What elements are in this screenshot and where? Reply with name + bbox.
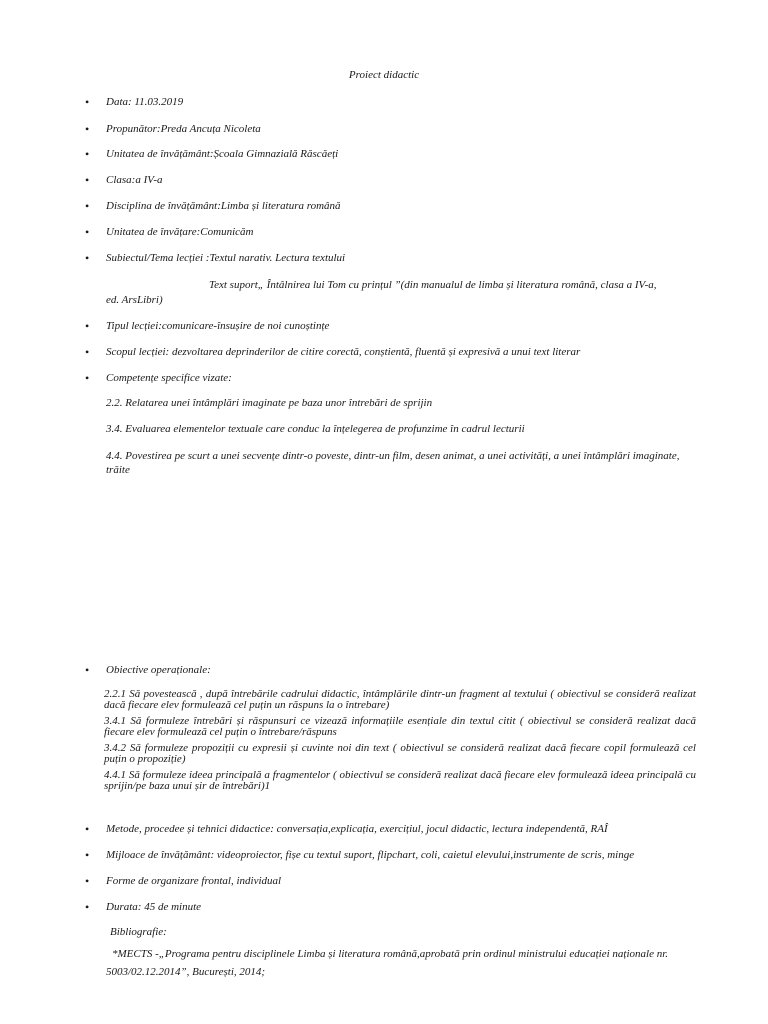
field-data: • Data: 11.03.2019 <box>106 96 183 109</box>
obiectiv-item: 2.2.1 Să povestească , după întrebările cadrului didactic, întâmplările dintr-un fragment al textului ( obiectivul se consideră realizat dacă fiecare elev formulează cel puțin un răspuns la o întrebare) <box>104 688 696 711</box>
competenta-item: 3.4. Evaluarea elementelor textuale care conduc la înțelegerea de profunzime în cadrul lecturii <box>106 423 525 435</box>
field-durata: • Durata: 45 de minute <box>106 901 201 914</box>
bibliografie-text: *MECTS -„Programa pentru disciplinele Limba și literatura română,aprobată prin ordinul ministrului educației naționale nr. 5003/02.12.2014”, București, 2014; <box>106 948 669 978</box>
field-unitatea-invatare: • Unitatea de învățare:Comunicăm <box>106 226 253 239</box>
field-text-suport: Text suport„ Întâlnirea lui Tom cu prințul ”(din manualul de limba și literatura română, clasa a IV-a, <box>209 279 657 291</box>
field-propunator: • Propunător:Preda Ancuța Nicoleta <box>106 123 261 136</box>
bibliografie-label: Bibliografie: <box>110 926 167 938</box>
field-unitatea-invatamant: • Unitatea de învățământ:Școala Gimnazială Răscăeți <box>106 148 338 161</box>
document-title: Proiect didactic <box>348 69 420 81</box>
field-subiectul: • Subiectul/Tema lecției :Textul narativ. Lectura textului <box>106 252 345 265</box>
field-scopul: • Scopul lecției: dezvoltarea deprinderilor de citire corectă, conștientă, fluentă și expresivă a unui text literar <box>106 346 580 359</box>
obiective-label: • Obiective operaționale: <box>106 664 211 677</box>
field-clasa: • Clasa:a IV-a <box>106 174 163 187</box>
competenta-item: 4.4. Povestirea pe scurt a unei secvențe dintr-o poveste, dintr-un film, desen animat, a unei activități, a unei întâmplări imaginate, trăite <box>106 450 680 476</box>
obiectiv-item: 3.4.2 Să formuleze propoziții cu expresii și cuvinte noi din text ( obiectivul se consideră realizat dacă fiecare copil formulează cel puțin o propoziție) <box>104 742 696 765</box>
field-competente-label: • Competențe specifice vizate: <box>106 372 232 385</box>
field-text-suport-cont: ed. ArsLibri) <box>106 294 163 306</box>
field-metode: • Metode, procedee și tehnici didactice: conversația,explicația, exercițiul, jocul didactic, lectura independentă, RAÎ <box>106 823 608 836</box>
field-mijloace: • Mijloace de învățământ: videoproiector, fișe cu textul suport, flipchart, coli, caietul elevului,instrumente de scris, minge <box>106 849 634 862</box>
competenta-item: 2.2. Relatarea unei întâmplări imaginate pe baza unor întrebări de sprijin <box>106 397 433 409</box>
field-disciplina: • Disciplina de învățământ:Limba și literatura română <box>106 200 341 213</box>
obiectiv-item: 3.4.1 Să formuleze întrebări și răspunsuri ce vizează informațiile esențiale din textul citit ( obiectivul se consideră realizat dacă fiecare elev formulează cel puțin o întrebare/răspuns <box>104 715 696 738</box>
field-forme: • Forme de organizare frontal, individual <box>106 875 281 888</box>
field-tipul: • Tipul lecției:comunicare-însușire de noi cunoștințe <box>106 320 329 333</box>
obiectiv-item: 4.4.1 Să formuleze ideea principală a fragmentelor ( obiectivul se consideră realizat dacă fiecare elev formulează ideea principală cu sprijin/pe baza unui șir de întrebări)1 <box>104 769 696 792</box>
